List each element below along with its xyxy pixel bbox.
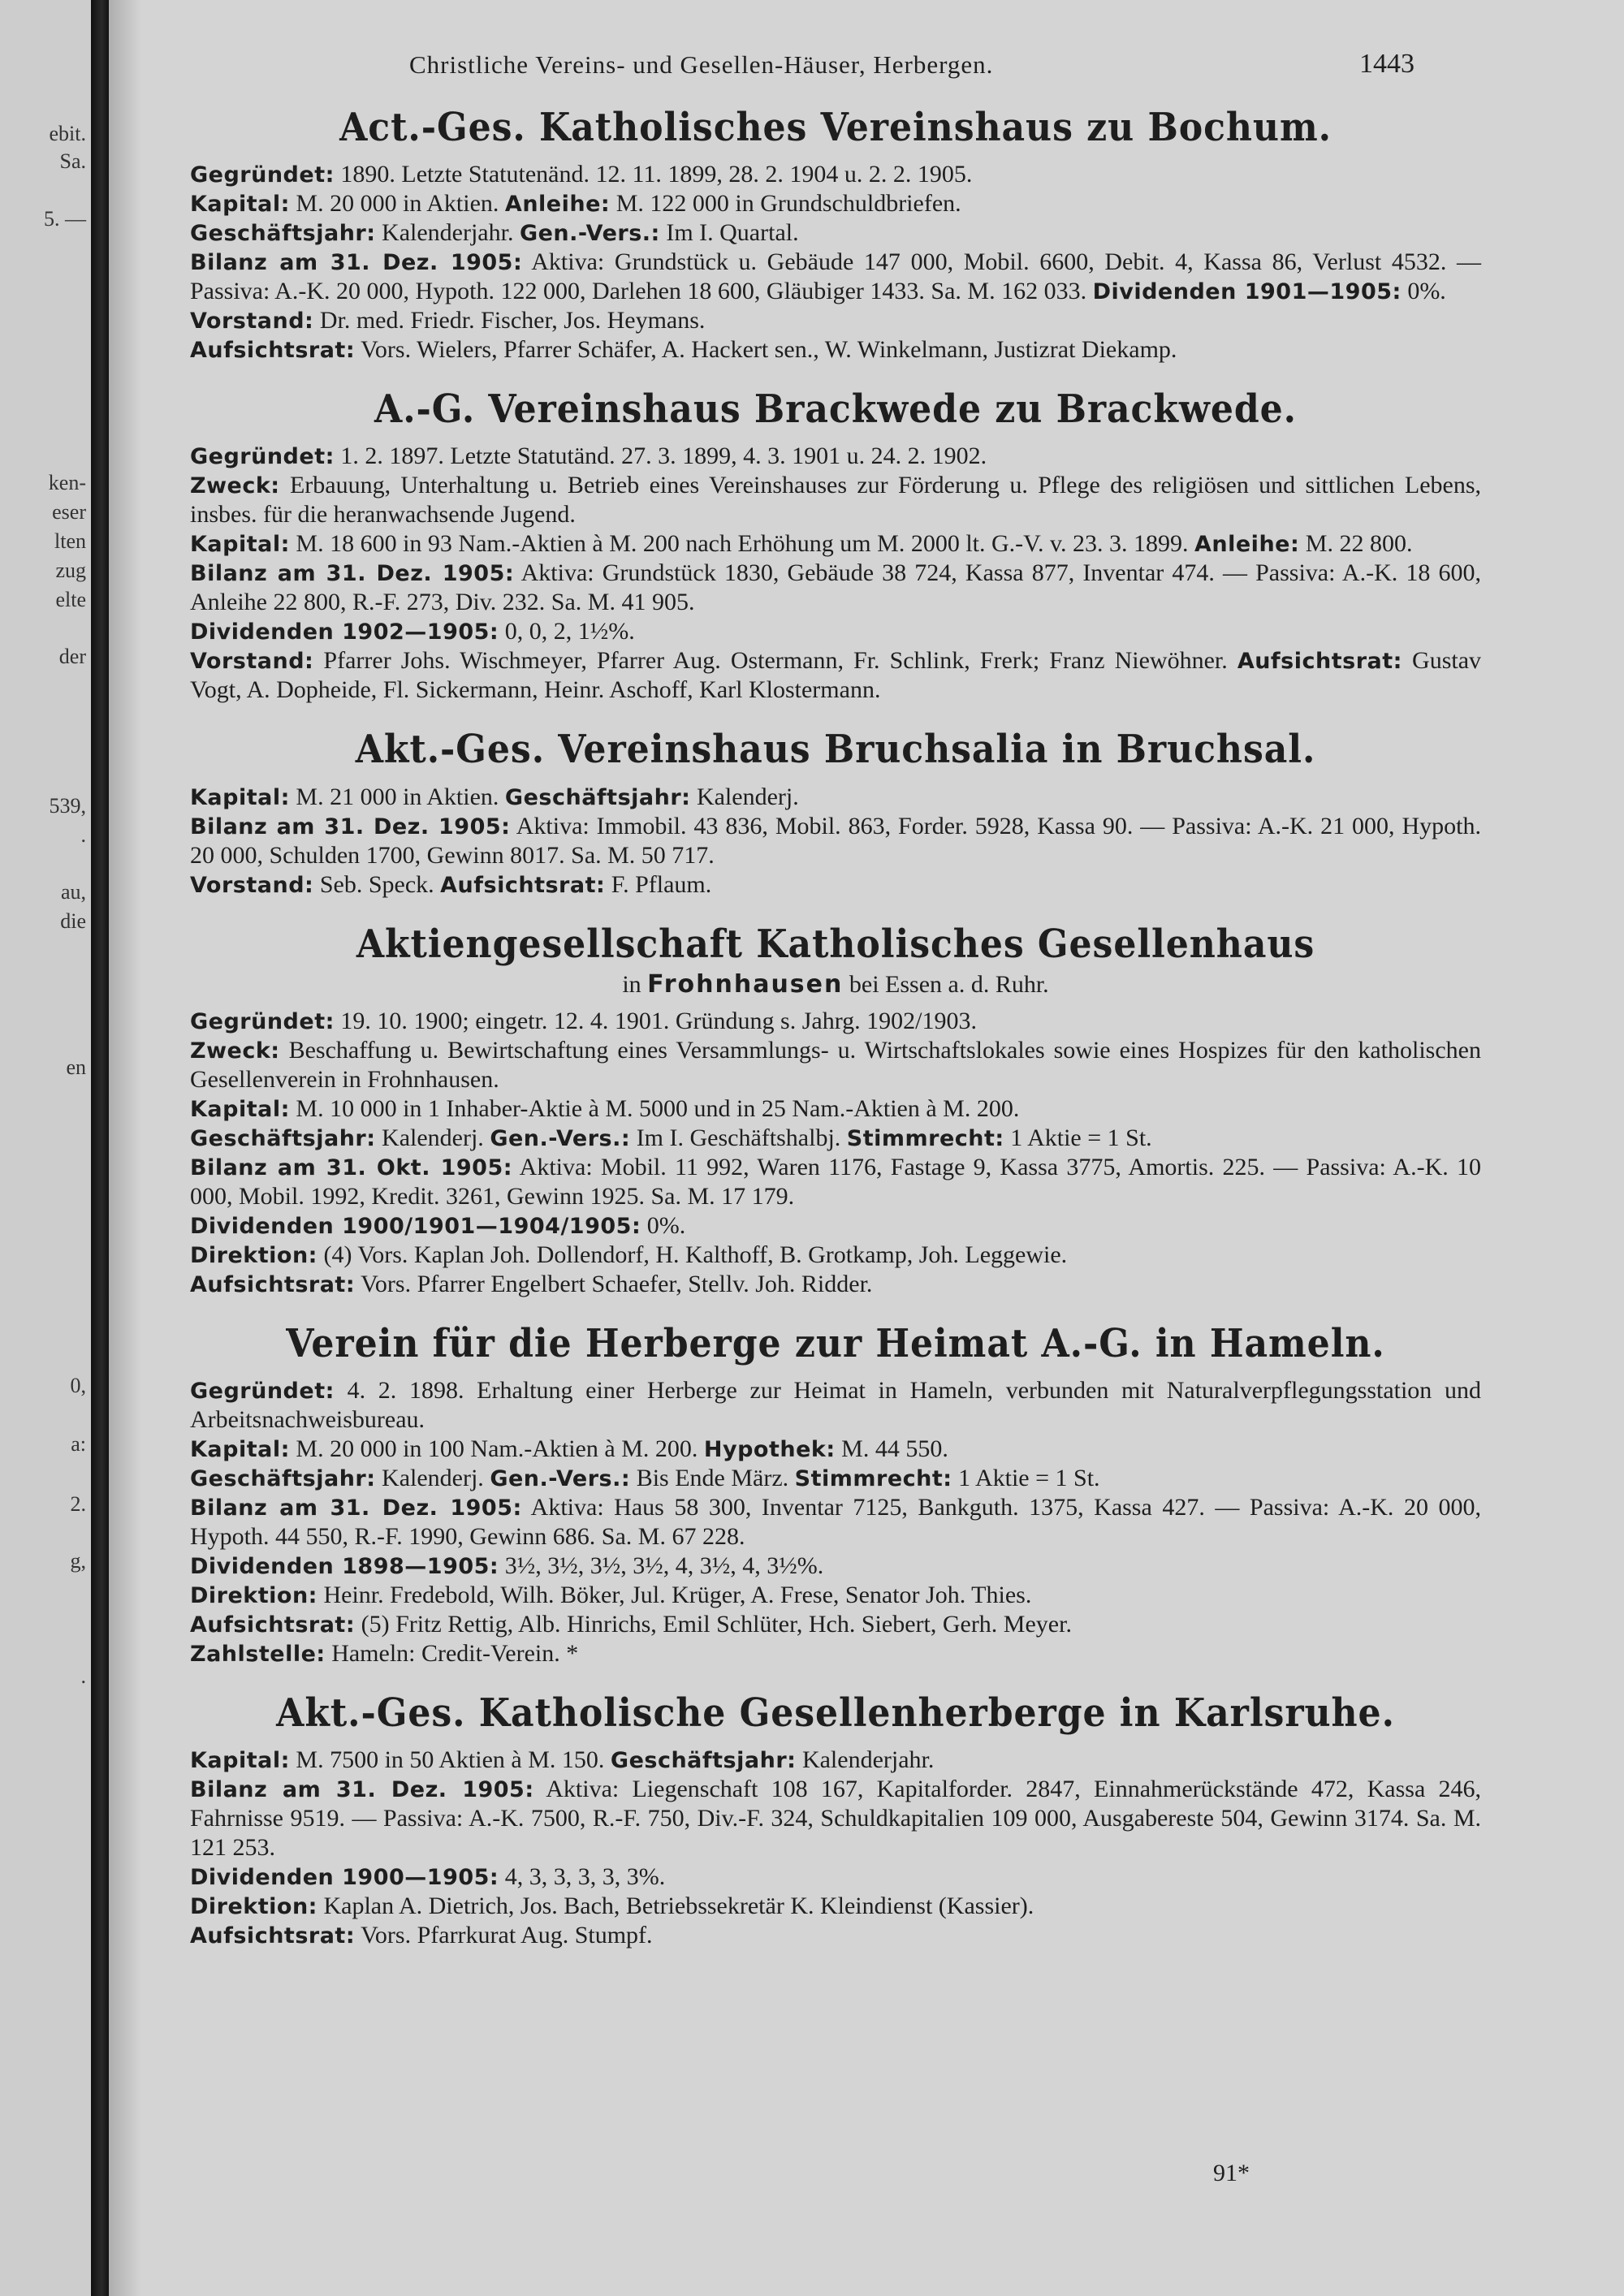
- field-value: 0%.: [646, 1211, 686, 1239]
- field-value: (4) Vors. Kaplan Joh. Dollendorf, H. Kalthoff, B. Grotkamp, Joh. Leggewie.: [323, 1241, 1068, 1268]
- field-label: Direktion:: [190, 1242, 317, 1268]
- entry-line: [190, 529, 1481, 559]
- entry-line: [190, 617, 1481, 646]
- field-value: M. 20 000 in 100 Nam.-Aktien à M. 200.: [296, 1435, 698, 1462]
- field-value: Kaplan A. Dietrich, Jos. Bach, Betriebssekretär K. Kleindienst (Kassier).: [323, 1892, 1034, 1920]
- field-label: Kapital:: [190, 1748, 290, 1774]
- field-label: Kapital:: [190, 532, 290, 558]
- margin-fragment: ken-: [48, 471, 86, 494]
- field-label: Bilanz am 31. Okt. 1905:: [190, 1154, 513, 1180]
- field-value: Pfarrer Johs. Wischmeyer, Pfarrer Aug. Ostermann, Fr. Schlink, Frerk; Franz Niewöhner.: [323, 647, 1228, 675]
- margin-fragment: lten: [54, 529, 86, 553]
- field-label: Direktion:: [190, 1894, 317, 1920]
- entry-title: Akt.-Ges. Vereinshaus Bruchsalia in Bruchsal.: [355, 727, 1316, 773]
- field-value: (5) Fritz Rettig, Alb. Hinrichs, Emil Schlüter, Hch. Siebert, Gerh. Meyer.: [361, 1610, 1072, 1638]
- field-label: Bilanz am 31. Dez. 1905:: [190, 561, 515, 587]
- field-value: M. 21 000 in Aktien.: [296, 783, 499, 810]
- field-value: Erbauung, Unterhaltung u. Betrieb eines Vereinshauses zur Förderung u. Pflege des religiösen und sittlichen Lebens, insbes. für die heranwachsende Jugend.: [190, 472, 1481, 529]
- field-value: M. 10 000 in 1 Inhaber-Aktie à M. 5000 und in 25 Nam.-Aktien à M. 200.: [296, 1094, 1020, 1122]
- field-value: Hameln: Credit-Verein. *: [331, 1639, 579, 1667]
- field-value: Kalenderj.: [382, 1464, 484, 1491]
- field-label: Gegründet:: [190, 162, 335, 188]
- entry-line: [190, 1124, 1481, 1153]
- field-value: M. 44 550.: [841, 1435, 948, 1462]
- entry-title: Act.-Ges. Katholisches Vereinshaus zu Bochum.: [339, 105, 1332, 150]
- entry-line: [190, 870, 1481, 900]
- company-entry-frohnhausen: [190, 922, 1481, 1299]
- field-label: Anleihe:: [1194, 532, 1300, 558]
- field-label: Bilanz am 31. Dez. 1905:: [190, 250, 523, 276]
- field-label: Dividenden 1898—1905:: [190, 1553, 499, 1579]
- previous-page-edge: [0, 0, 91, 2296]
- entry-line: [190, 442, 1481, 471]
- field-label: Kapital:: [190, 192, 290, 218]
- field-value: Seb. Speck.: [319, 870, 434, 898]
- field-label: Geschäftsjahr:: [190, 221, 376, 247]
- field-label: Geschäftsjahr:: [504, 784, 691, 810]
- field-value: 19. 10. 1900; eingetr. 12. 4. 1901. Gründung s. Jahrg. 1902/1903.: [340, 1007, 977, 1034]
- field-label: Direktion:: [190, 1582, 317, 1608]
- field-value: Im I. Geschäftshalbj.: [636, 1124, 841, 1151]
- field-label: Zahlstelle:: [190, 1641, 326, 1667]
- entry-line: [190, 1464, 1481, 1493]
- field-label: Zweck:: [190, 1038, 280, 1064]
- field-label: Aufsichtsrat:: [190, 1612, 356, 1638]
- field-label: Vorstand:: [190, 649, 314, 675]
- field-value: Dr. med. Friedr. Fischer, Jos. Heymans.: [319, 307, 706, 334]
- field-value: M. 18 600 in 93 Nam.-Aktien à M. 200 nach Erhöhung um M. 2000 lt. G.-V. v. 23. 3. 1899.: [296, 530, 1189, 558]
- book-gutter: [91, 0, 109, 2296]
- entry-line: [190, 1270, 1481, 1299]
- field-value: Heinr. Fredebold, Wilh. Böker, Jul. Krüger, A. Frese, Senator Joh. Thies.: [323, 1581, 1032, 1608]
- margin-fragment: .: [80, 823, 86, 847]
- field-label: Kapital:: [190, 1436, 290, 1462]
- field-label: Geschäftsjahr:: [190, 1125, 376, 1151]
- company-entry-brackwede: [190, 387, 1481, 705]
- entry-line: [190, 1153, 1481, 1211]
- field-label: Aufsichtsrat:: [190, 1271, 356, 1297]
- field-value: 1. 2. 1897. Letzte Statutänd. 27. 3. 1899, 4. 3. 1901 u. 24. 2. 1902.: [340, 442, 987, 470]
- entry-line: [190, 1921, 1481, 1950]
- field-value: Aktiva: Liegenschaft 108 167, Kapitalforder. 2847, Einnahmerückstände 472, Kassa 246, Fahrnisse 9519. — Passiva: A.-K. 7500, R.-F. 750, Div.-F. 324, Schuldkapitalien 109 000, Ausgabereste 504, Gewinn 3174. Sa. M. 121 253.: [190, 1776, 1481, 1862]
- running-head: Christliche Vereins- und Gesellen-Häuser, Herbergen.: [409, 50, 994, 79]
- entry-line: [190, 1775, 1481, 1862]
- margin-fragment: 2.: [70, 1492, 86, 1516]
- field-value: Beschaffung u. Bewirtschaftung eines Versammlungs- u. Wirtschaftslokales sowie eines Hospizes für den katholischen Gesellenverein in Frohnhausen.: [190, 1036, 1481, 1093]
- margin-fragment: eser: [52, 500, 86, 524]
- margin-fragment: 0,: [70, 1374, 86, 1397]
- field-value: Vors. Pfarrer Engelbert Schaefer, Stellv. Joh. Ridder.: [361, 1270, 873, 1297]
- company-entry-bruchsal: [190, 727, 1481, 899]
- entry-line: [190, 471, 1481, 529]
- field-label: Anleihe:: [504, 192, 611, 218]
- field-label: Geschäftsjahr:: [190, 1465, 376, 1491]
- field-value: Aktiva: Grundstück u. Gebäude 147 000, Mobil. 6600, Debit. 4, Kassa 86, Verlust 4532. — Passiva: A.-K. 20 000, Hypoth. 122 000, Darlehen 18 600, Gläubiger 1433. Sa. M. 162 033.: [190, 248, 1481, 305]
- entry-title: Verein für die Herberge zur Heimat A.-G. in Hameln.: [286, 1320, 1385, 1366]
- field-label: Gegründet:: [190, 444, 335, 470]
- field-label: Bilanz am 31. Dez. 1905:: [190, 814, 511, 839]
- field-value: Im I. Quartal.: [666, 219, 799, 247]
- entry-line: [190, 160, 1481, 189]
- field-label: Gen.-Vers.:: [490, 1125, 631, 1151]
- entry-line: [190, 1036, 1481, 1094]
- field-label: Geschäftsjahr:: [610, 1748, 797, 1774]
- margin-fragment: en: [66, 1055, 86, 1079]
- field-value: Kalenderjahr.: [801, 1746, 935, 1774]
- entry-line: [190, 1581, 1481, 1610]
- margin-fragment: die: [60, 909, 86, 933]
- margin-fragment: elte: [55, 588, 86, 611]
- field-label: Aufsichtsrat:: [190, 1923, 356, 1949]
- field-label: Gegründet:: [190, 1008, 335, 1034]
- field-label: Gegründet:: [190, 1378, 335, 1404]
- field-value: Kalenderjahr.: [382, 219, 514, 247]
- entry-title: Akt.-Ges. Katholische Gesellenherberge in Karlsruhe.: [276, 1690, 1395, 1736]
- entry-line: [190, 306, 1481, 335]
- margin-fragment: Sa.: [59, 149, 86, 173]
- field-value: 0%.: [1407, 278, 1446, 305]
- entry-line: [190, 1007, 1481, 1036]
- entry-line: [190, 1610, 1481, 1639]
- field-value: Kalenderj.: [382, 1124, 484, 1151]
- entry-line: [190, 1552, 1481, 1581]
- field-value: Aktiva: Grundstück 1830, Gebäude 38 724, Kassa 877, Inventar 474. — Passiva: A.-K. 18 600, Anleihe 22 800, R.-F. 273, Div. 232. Sa. M. 41 905.: [190, 559, 1481, 616]
- margin-fragment: g,: [70, 1549, 86, 1573]
- field-value: 1 Aktie = 1 St.: [958, 1464, 1100, 1491]
- margin-fragment: ebit.: [49, 122, 86, 145]
- entry-line: [190, 1639, 1481, 1668]
- field-value: 0, 0, 2, 1½%.: [504, 618, 635, 645]
- entry-line: [190, 248, 1481, 306]
- margin-fragment: 5. —: [44, 207, 86, 231]
- entry-line: [190, 218, 1481, 248]
- entry-line: [190, 1376, 1481, 1435]
- field-label: Bilanz am 31. Dez. 1905:: [190, 1495, 522, 1521]
- field-value: Bis Ende März.: [636, 1464, 789, 1491]
- company-entry-karlsruhe: [190, 1691, 1481, 1950]
- field-value: M. 7500 in 50 Aktien à M. 150.: [296, 1746, 605, 1774]
- margin-fragment: .: [80, 1664, 86, 1688]
- field-value: 1890. Letzte Statutenänd. 12. 11. 1899, 28. 2. 1904 u. 2. 2. 1905.: [340, 161, 973, 188]
- field-value: 4. 2. 1898. Erhaltung einer Herberge zur Heimat in Hameln, verbunden mit Naturalverpflegungsstation und Arbeitsnachweisbureau.: [190, 1376, 1482, 1433]
- field-value: Aktiva: Mobil. 11 992, Waren 1176, Fastage 9, Kassa 3775, Amortis. 225. — Passiva: A.-K. 10 000, Mobil. 1992, Kredit. 3261, Gewinn 1925. Sa. M. 17 179.: [190, 1153, 1482, 1210]
- field-value: M. 122 000 in Grundschuldbriefen.: [615, 190, 961, 218]
- entry-line: [190, 1241, 1481, 1270]
- field-value: Vors. Pfarrkurat Aug. Stumpf.: [361, 1922, 653, 1949]
- entry-line: [190, 646, 1481, 705]
- field-value: Vors. Wielers, Pfarrer Schäfer, A. Hackert sen., W. Winkelmann, Justizrat Diekamp.: [361, 336, 1177, 364]
- field-value: F. Pflaum.: [611, 870, 712, 898]
- field-value: Aktiva: Haus 58 300, Inventar 7125, Bankguth. 1375, Kassa 427. — Passiva: A.-K. 20 000, Hypoth. 44 550, R.-F. 1990, Gewinn 686. Sa. M. 67 228.: [190, 1493, 1481, 1550]
- page-content: [190, 106, 1481, 1973]
- entry-line: [190, 335, 1481, 365]
- field-label: Stimmrecht:: [794, 1465, 952, 1491]
- company-entry-hameln: [190, 1322, 1481, 1668]
- entry-line: [190, 812, 1481, 870]
- field-label: Dividenden 1902—1905:: [190, 619, 499, 645]
- field-label: Vorstand:: [190, 872, 314, 898]
- field-value: M. 20 000 in Aktien.: [296, 190, 499, 218]
- field-label: Aufsichtsrat:: [190, 338, 356, 364]
- field-label: Stimmrecht:: [846, 1125, 1004, 1151]
- page-number: 1443: [1359, 49, 1415, 79]
- margin-fragment: au,: [60, 880, 86, 904]
- field-value: M. 22 800.: [1305, 530, 1413, 558]
- field-value: 4, 3, 3, 3, 3, 3%.: [504, 1863, 666, 1891]
- entry-line: [190, 1746, 1481, 1775]
- company-entry-bochum: [190, 106, 1481, 365]
- field-label: Gen.-Vers.:: [519, 221, 660, 247]
- margin-fragment: zug: [55, 559, 86, 582]
- margin-fragment: 539,: [49, 794, 86, 818]
- field-label: Aufsichtsrat:: [1237, 649, 1402, 675]
- entry-line: [190, 559, 1481, 617]
- signature-mark: 91*: [1213, 2160, 1250, 2186]
- field-label: Aufsichtsrat:: [440, 872, 606, 898]
- field-label: Hypothek:: [703, 1436, 836, 1462]
- field-value: Gustav Vogt, A. Dopheide, Fl. Sickermann, Heinr. Aschoff, Karl Klostermann.: [190, 647, 1482, 704]
- entry-line: [190, 1862, 1481, 1892]
- field-label: Gen.-Vers.:: [490, 1465, 631, 1491]
- field-value: Kalenderj.: [696, 783, 799, 810]
- entry-title: Aktiengesellschaft Katholisches Gesellenhaus: [356, 921, 1315, 967]
- field-label: Bilanz am 31. Dez. 1905:: [190, 1777, 534, 1803]
- entry-subtitle: in Frohnhausen bei Essen a. d. Ruhr.: [622, 969, 1049, 999]
- field-label: Zweck:: [190, 473, 280, 499]
- margin-fragment: a:: [71, 1432, 86, 1456]
- field-value: 1 Aktie = 1 St.: [1010, 1124, 1152, 1151]
- document-page: [141, 0, 1624, 2296]
- entry-line: [190, 1435, 1481, 1464]
- entry-line: [190, 1493, 1481, 1552]
- entry-line: [190, 1094, 1481, 1124]
- field-label: Kapital:: [190, 1096, 290, 1122]
- gutter-shadow: [109, 0, 141, 2296]
- margin-fragment: der: [58, 645, 86, 668]
- field-value: 3½, 3½, 3½, 3½, 4, 3½, 4, 3½%.: [504, 1552, 824, 1579]
- entry-line: [190, 783, 1481, 812]
- entry-title: A.-G. Vereinshaus Brackwede zu Brackwede.: [374, 386, 1297, 433]
- field-label: Dividenden 1901—1905:: [1092, 279, 1402, 305]
- entry-line: [190, 1211, 1481, 1241]
- field-label: Vorstand:: [190, 309, 314, 334]
- field-label: Kapital:: [190, 784, 290, 810]
- field-label: Dividenden 1900—1905:: [190, 1865, 499, 1891]
- field-value: Aktiva: Immobil. 43 836, Mobil. 863, Forder. 5928, Kassa 90. — Passiva: A.-K. 21 000, Hypoth. 20 000, Schulden 1700, Gewinn 8017. Sa. M. 50 717.: [190, 812, 1481, 869]
- field-label: Dividenden 1900/1901—1904/1905:: [190, 1213, 641, 1239]
- entry-line: [190, 189, 1481, 218]
- entry-line: [190, 1892, 1481, 1921]
